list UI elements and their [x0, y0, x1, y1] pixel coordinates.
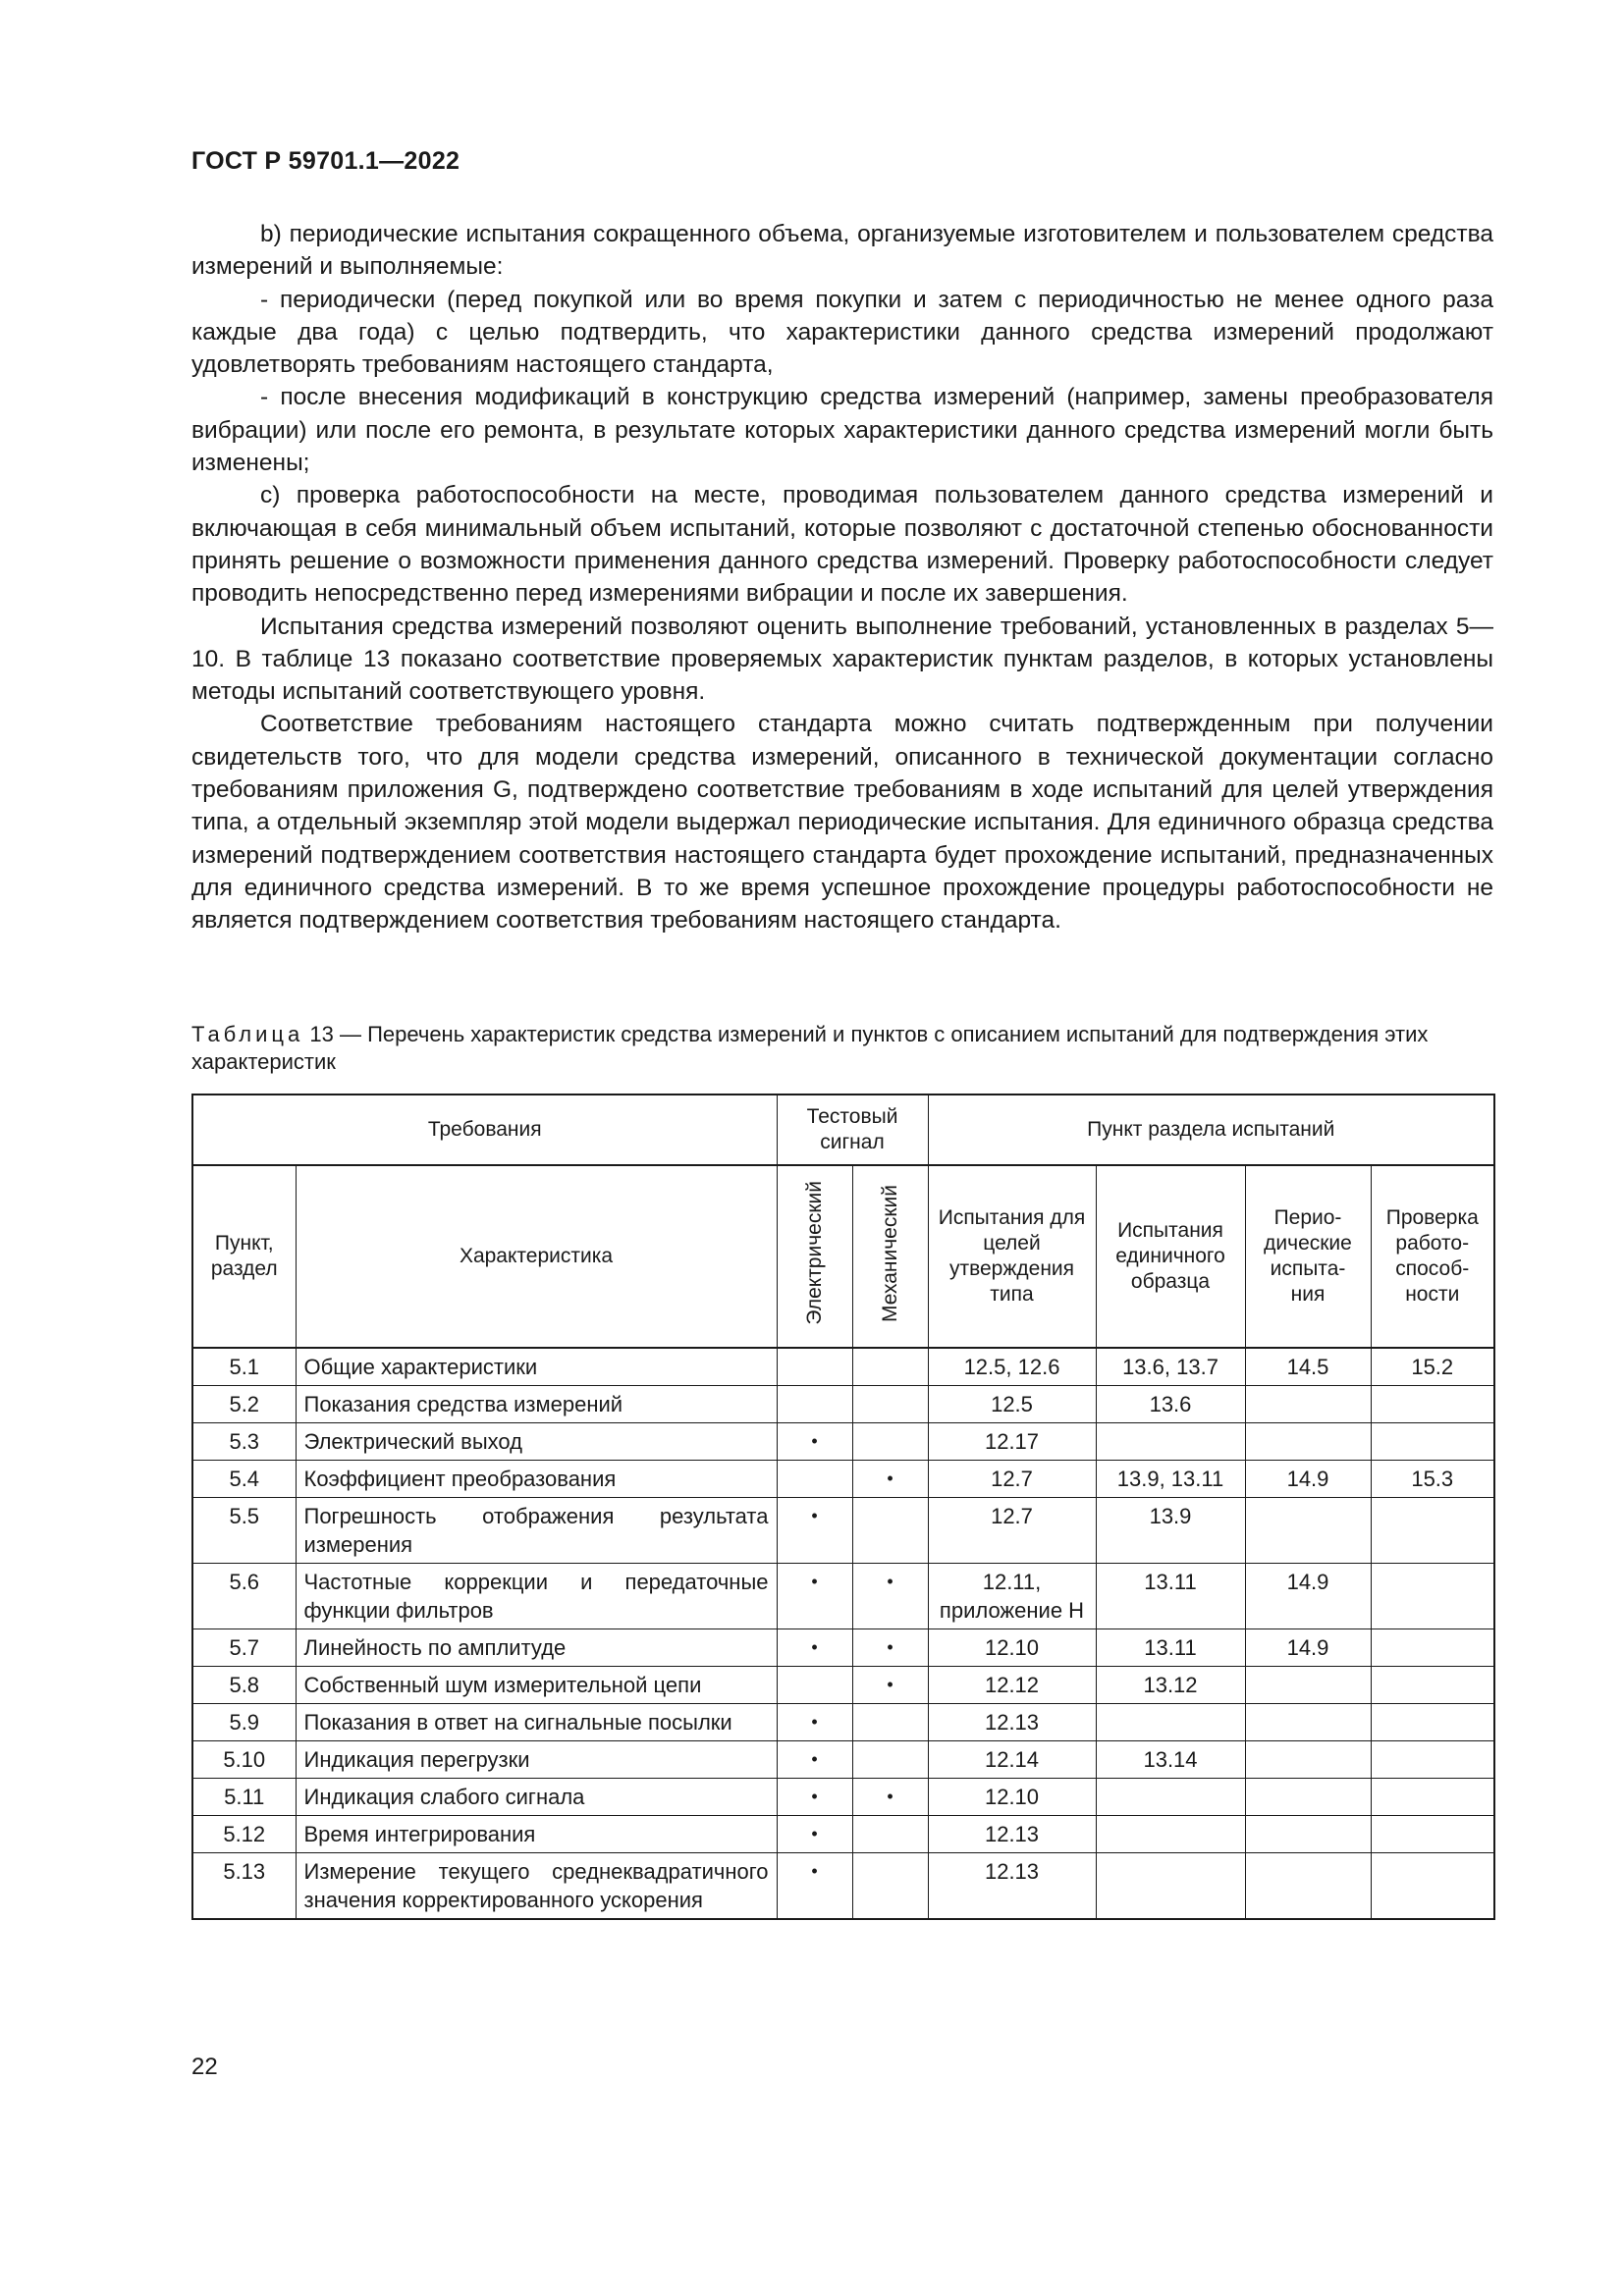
header-test-clause: Пункт раздела испытаний [928, 1095, 1494, 1165]
cell-electrical: • [777, 1853, 852, 1920]
cell-mechanical: • [852, 1667, 928, 1704]
cell-clause: 5.10 [192, 1741, 296, 1779]
cell-operability [1371, 1741, 1494, 1779]
cell-mechanical [852, 1816, 928, 1853]
cell-mechanical [852, 1741, 928, 1779]
cell-characteristic: Собственный шум измерительной цепи [296, 1667, 777, 1704]
paragraph: b) периодические испытания сокращенного объема, организуемые изготовителем и пользователем средства измерений и выполняемые: [191, 221, 1493, 281]
cell-periodic: 14.9 [1245, 1629, 1371, 1667]
paragraph: - после внесения модификаций в конструкцию средства измерений (например, замены преобразователя вибрации) или после его ремонта, в результате которых характеристики данного средства измерений могли быть изменены; [191, 384, 1493, 477]
body-text [191, 218, 1493, 937]
table-row [192, 1461, 1494, 1498]
cell-electrical: • [777, 1741, 852, 1779]
cell-clause: 5.11 [192, 1779, 296, 1816]
cell-clause: 5.12 [192, 1816, 296, 1853]
cell-single-sample: 13.12 [1096, 1667, 1245, 1704]
cell-periodic [1245, 1816, 1371, 1853]
cell-electrical [777, 1348, 852, 1386]
cell-clause: 5.4 [192, 1461, 296, 1498]
cell-characteristic: Коэффициент преобразования [296, 1461, 777, 1498]
cell-characteristic: Время интегрирования [296, 1816, 777, 1853]
cell-clause: 5.9 [192, 1704, 296, 1741]
cell-type-approval: 12.10 [928, 1779, 1096, 1816]
table-row [192, 1667, 1494, 1704]
cell-mechanical: • [852, 1461, 928, 1498]
cell-clause: 5.5 [192, 1498, 296, 1564]
paragraph: Соответствие требованиям настоящего стандарта можно считать подтвержденным при получении свидетельств того, что для модели средства измерений, описанного в технической документации согласно требованиям приложения G, подтверждено соответствие требованиям в ходе испытаний для целей утверждения типа, а отдельный экземпляр этой модели выдержал периодические испытания. Для единичного образца средства измерений подтверждением соответствия настоящего стандарта будет прохождение испытаний, предназначенных для единичного средства измерений. В то же время успешное прохождение процедуры работоспособности не является подтверждением соответствия требованиям настоящего стандарта. [191, 711, 1493, 934]
header-clause: Пункт, раздел [192, 1165, 296, 1348]
cell-clause: 5.7 [192, 1629, 296, 1667]
cell-clause: 5.13 [192, 1853, 296, 1920]
cell-mechanical [852, 1386, 928, 1423]
page-number: 22 [191, 2054, 218, 2080]
cell-characteristic: Индикация слабого сигнала [296, 1779, 777, 1816]
cell-periodic [1245, 1498, 1371, 1564]
table-caption-label: Таблица [191, 1022, 304, 1046]
cell-operability: 15.2 [1371, 1348, 1494, 1386]
header-characteristic: Характеристика [296, 1165, 777, 1348]
cell-electrical: • [777, 1779, 852, 1816]
cell-single-sample: 13.9, 13.11 [1096, 1461, 1245, 1498]
document-header: ГОСТ Р 59701.1—2022 [191, 147, 460, 175]
cell-electrical: • [777, 1498, 852, 1564]
cell-single-sample [1096, 1704, 1245, 1741]
cell-operability [1371, 1423, 1494, 1461]
characteristics-table [191, 1094, 1495, 1920]
cell-electrical: • [777, 1423, 852, 1461]
cell-mechanical: • [852, 1564, 928, 1629]
cell-periodic: 14.9 [1245, 1564, 1371, 1629]
header-electrical-label: Электрический [802, 1181, 826, 1325]
cell-periodic [1245, 1386, 1371, 1423]
cell-mechanical [852, 1498, 928, 1564]
cell-characteristic: Погрешность отображения результата измерения [296, 1498, 777, 1564]
table-caption [191, 1021, 1493, 1076]
cell-operability [1371, 1386, 1494, 1423]
cell-single-sample [1096, 1816, 1245, 1853]
cell-operability [1371, 1816, 1494, 1853]
cell-type-approval: 12.7 [928, 1498, 1096, 1564]
table-row [192, 1348, 1494, 1386]
cell-periodic [1245, 1741, 1371, 1779]
header-test-signal: Тестовый сигнал [777, 1095, 928, 1165]
cell-periodic [1245, 1667, 1371, 1704]
cell-characteristic: Общие характеристики [296, 1348, 777, 1386]
cell-single-sample: 13.9 [1096, 1498, 1245, 1564]
cell-clause: 5.6 [192, 1564, 296, 1629]
cell-type-approval: 12.13 [928, 1853, 1096, 1920]
header-mechanical-label: Механический [878, 1184, 901, 1322]
cell-electrical: • [777, 1816, 852, 1853]
cell-type-approval: 12.5 [928, 1386, 1096, 1423]
cell-mechanical [852, 1348, 928, 1386]
cell-clause: 5.2 [192, 1386, 296, 1423]
paragraph: - периодически (перед покупкой или во время покупки и затем с периодичностью не менее одного раза каждые два года) с целью подтвердить, что характеристики данного средства измерений продолжают удовлетворять требованиям настоящего стандарта, [191, 286, 1493, 379]
cell-clause: 5.3 [192, 1423, 296, 1461]
header-requirements: Требования [192, 1095, 777, 1165]
table-row [192, 1423, 1494, 1461]
cell-mechanical [852, 1704, 928, 1741]
cell-periodic: 14.9 [1245, 1461, 1371, 1498]
cell-operability [1371, 1704, 1494, 1741]
cell-electrical [777, 1667, 852, 1704]
cell-periodic: 14.5 [1245, 1348, 1371, 1386]
cell-mechanical [852, 1853, 928, 1920]
table-caption-text: 13 — Перечень характеристик средства измерений и пунктов с описанием испытаний для подтверждения этих характеристик [191, 1022, 1429, 1074]
cell-clause: 5.8 [192, 1667, 296, 1704]
cell-characteristic: Линейность по амплитуде [296, 1629, 777, 1667]
header-periodic: Перио-дические испыта-ния [1245, 1165, 1371, 1348]
cell-operability [1371, 1667, 1494, 1704]
cell-type-approval: 12.10 [928, 1629, 1096, 1667]
cell-periodic [1245, 1779, 1371, 1816]
cell-type-approval: 12.7 [928, 1461, 1096, 1498]
cell-type-approval: 12.13 [928, 1704, 1096, 1741]
cell-periodic [1245, 1704, 1371, 1741]
cell-single-sample [1096, 1853, 1245, 1920]
cell-characteristic: Индикация перегрузки [296, 1741, 777, 1779]
cell-characteristic: Частотные коррекции и передаточные функции фильтров [296, 1564, 777, 1629]
cell-operability [1371, 1498, 1494, 1564]
cell-type-approval: 12.11, приложение H [928, 1564, 1096, 1629]
table-body [192, 1348, 1494, 1919]
cell-characteristic: Измерение текущего среднеквадратичного значения корректированного ускорения [296, 1853, 777, 1920]
header-electrical [777, 1165, 852, 1348]
cell-characteristic: Электрический выход [296, 1423, 777, 1461]
paragraph: c) проверка работоспособности на месте, проводимая пользователем данного средства измерений и включающая в себя минимальный объем испытаний, которые позволяют с достаточной степенью обоснованности принять решение о возможности применения данного средства измерений. Проверку работоспособности следует проводить непосредственно перед измерениями вибрации и после их завершения. [191, 482, 1493, 608]
table-row [192, 1498, 1494, 1564]
table-row [192, 1779, 1494, 1816]
cell-mechanical [852, 1423, 928, 1461]
cell-electrical: • [777, 1629, 852, 1667]
cell-electrical [777, 1461, 852, 1498]
cell-operability [1371, 1564, 1494, 1629]
cell-single-sample: 13.11 [1096, 1629, 1245, 1667]
header-single-sample: Испытания единичного образца [1096, 1165, 1245, 1348]
cell-operability: 15.3 [1371, 1461, 1494, 1498]
cell-type-approval: 12.12 [928, 1667, 1096, 1704]
cell-characteristic: Показания в ответ на сигнальные посылки [296, 1704, 777, 1741]
header-type-approval: Испытания для целей утверждения типа [928, 1165, 1096, 1348]
cell-type-approval: 12.5, 12.6 [928, 1348, 1096, 1386]
cell-single-sample: 13.14 [1096, 1741, 1245, 1779]
header-operability: Проверка работо-способ-ности [1371, 1165, 1494, 1348]
cell-mechanical: • [852, 1779, 928, 1816]
cell-operability [1371, 1779, 1494, 1816]
cell-electrical: • [777, 1704, 852, 1741]
cell-single-sample [1096, 1423, 1245, 1461]
table-row [192, 1564, 1494, 1629]
cell-operability [1371, 1629, 1494, 1667]
table-row [192, 1704, 1494, 1741]
cell-mechanical: • [852, 1629, 928, 1667]
cell-clause: 5.1 [192, 1348, 296, 1386]
cell-periodic [1245, 1853, 1371, 1920]
cell-operability [1371, 1853, 1494, 1920]
table-row [192, 1386, 1494, 1423]
paragraph: Испытания средства измерений позволяют оценить выполнение требований, установленных в разделах 5—10. В таблице 13 показано соответствие проверяемых характеристик пунктам разделов, в которых установлены методы испытаний соответствующего уровня. [191, 613, 1493, 706]
cell-single-sample [1096, 1779, 1245, 1816]
cell-type-approval: 12.14 [928, 1741, 1096, 1779]
cell-single-sample: 13.11 [1096, 1564, 1245, 1629]
cell-single-sample: 13.6 [1096, 1386, 1245, 1423]
header-mechanical [852, 1165, 928, 1348]
cell-type-approval: 12.17 [928, 1423, 1096, 1461]
cell-electrical: • [777, 1564, 852, 1629]
cell-characteristic: Показания средства измерений [296, 1386, 777, 1423]
cell-electrical [777, 1386, 852, 1423]
table-row [192, 1853, 1494, 1920]
cell-type-approval: 12.13 [928, 1816, 1096, 1853]
cell-single-sample: 13.6, 13.7 [1096, 1348, 1245, 1386]
table-row [192, 1629, 1494, 1667]
table-row [192, 1741, 1494, 1779]
cell-periodic [1245, 1423, 1371, 1461]
table-row [192, 1816, 1494, 1853]
